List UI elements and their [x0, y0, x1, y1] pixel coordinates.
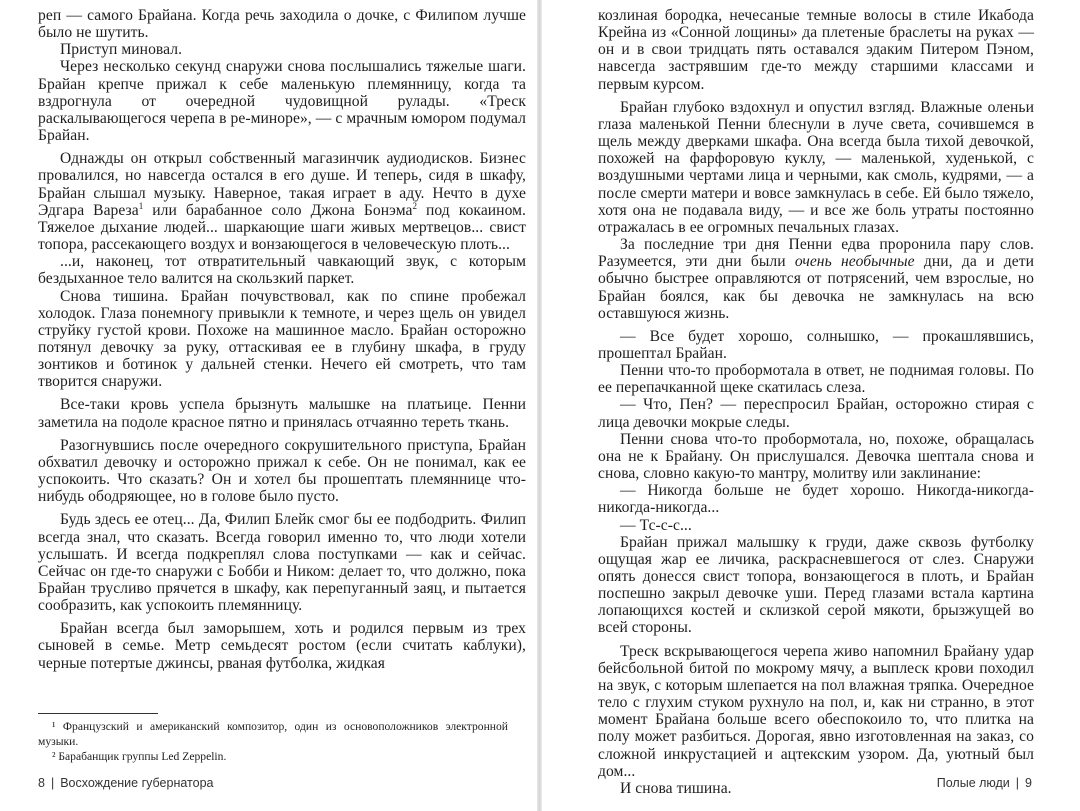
footnote-rule [38, 713, 158, 714]
paragraph: — Что, Пен? — переспросил Брайан, осторожно стирая с лица девочки мокрые следы. [598, 396, 1034, 431]
paragraph: И снова тишина. [620, 779, 732, 797]
paragraph: ...и, наконец, тот отвратительный чавкающий звук, с которым бездыханное тело валится на скользкий паркет. [38, 253, 526, 288]
paragraph: — Все будет хорошо, солнышко, — прокашлявшись, прошептал Брайан. [598, 327, 1034, 362]
footer-separator: | [1015, 776, 1020, 790]
right-page-footer [937, 776, 1032, 790]
paragraph: Брайан глубоко вздохнул и опустил взгляд. Влажные оленьи глаза маленькой Пенни блеснули в луче света, сочившемся в щель между дверками шкафа. Она всегда была тихой девочкой, похожей на фарфоровую куклу, — маленькой, худенькой, с воздушными чертами лица и черными, как смоль, кудрями, — а после смерти матери и вовсе замкнулась в себе. Ей было тяжело, хотя она не подавала виду, — и все же боль утраты постоянно отражалась в ее огромных печальных глазах. [598, 98, 1034, 236]
page-number: 8 [38, 776, 45, 790]
paragraph: Разогнувшись после очередного сокрушительного приступа, Брайан обхватил девочку и осторожно прижал к себе. Он не понимал, как ее успокоить. Что сказать? Он и хотел бы прошептать племяннице что-нибудь ободряющее, но в голове было пусто. [38, 436, 526, 506]
running-title: Полые люди [936, 776, 1010, 790]
paragraph: За последние три дня Пенни едва проронила пару слов. Разумеется, эти дни были очень необычные дни, да и дети обычно быстрее оправляются от потрясений, чем взрослые, но Брайан боялся, как бы девочка не замкнулась на всю оставшуюся жизнь. [598, 236, 1034, 322]
footnote-mark: 2 [412, 200, 418, 211]
paragraph: Треск вскрывающегося черепа живо напомнил Брайану удар бейсбольной битой по мокрому мячу, а выплеск крови походил на звук, с которым шлепается на пол влажная тряпка. Очередное тело с глухим стуком рухнуло на пол, и, как ни странно, в этот момент Брайана больше всего обеспокоило то, что плитка на полу может разбиться. Дорогая, явно изготовленная на заказ, со сложной инкрустацией и ацтекским узором. Да, уютный был дом... [598, 642, 1034, 780]
emphasis: очень необычные [794, 253, 915, 271]
paragraph: Приступ миновал. [60, 41, 183, 59]
paragraph: реп — самого Брайана. Когда речь заходила о дочке, с Филипом лучше было не шутить. [38, 7, 526, 42]
paragraph: козлиная бородка, нечесаные темные волосы в стиле Икабода Крейна из «Сонной лощины» да плетеные браслеты на руках — он и в свои тридцать пять оставался эдаким Питером Пэном, навсегда застрявшим где-то между старшими классами и первым курсом. [598, 7, 1034, 93]
paragraph: — Тс-с-с... [620, 516, 692, 534]
left-page-text [38, 7, 526, 672]
left-page-footer [38, 776, 213, 790]
footnotes [38, 713, 508, 764]
paragraph: Снова тишина. Брайан почувствовал, как по спине пробежал холодок. Глаза понемногу привыкли к темноте, и через щель он увидел струйку густой крови. Похоже на машинное масло. Брайан осторожно потянул девочку за руку, оттаскивая ее в глубину шкафа, в груду зонтиков и ботинок у дальней стенки. Нечего ей смотреть, что там творится снаружи. [38, 287, 526, 391]
paragraph: Однажды он открыл собственный магазинчик аудиодисков. Бизнес провалился, но навсегда остался в его душе. И теперь, сидя в шкафу, Брайан слышал музыку. Наверное, такая играет в аду. Нечто в духе Эдгара Вареза$^1$ или барабанное соло Джона Бонэма$^2$ под кокаином. Тяжелое дыхание людей... шаркающие шаги живых мертвецов... свист топора, рассекающего воздух и вонзающегося в человеческую плоть... [38, 150, 526, 254]
footnote-mark: 1 [138, 200, 144, 211]
right-page [542, 0, 1080, 811]
paragraph: Через несколько секунд снаружи снова послышались тяжелые шаги. Брайан крепче прижал к себе маленькую племянницу, когда та вздрогнула от очередной чудовищной рулады. «Треск раскалывающегося черепа в ре-миноре», — с мрачным юмором подумал Брайан. [38, 58, 526, 145]
right-page-text [598, 7, 1034, 797]
page-number: 9 [1025, 776, 1032, 790]
running-title: Восхождение губернатора [60, 776, 214, 790]
paragraph: Брайан прижал малышку к груди, даже сквозь футболку ощущая жар ее личика, раскрасневшегося от слез. Снаружи опять донесся свист топора, вонзающегося в плоть, и Брайан поспешно закрыл девочке уши. Перед глазами встала картина лопающихся костей и склизкой серой мякоти, брызжущей во всей стороны. [598, 533, 1034, 637]
paragraph: Брайан всегда был заморышем, хоть и родился первым из трех сыновей в семье. Метр семьдесят ростом (если считать каблуки), черные потертые джинсы, рваная футболка, жидкая [38, 620, 526, 672]
footnote: ² Барабанщик группы Led Zeppelin. [52, 750, 227, 763]
footnote: ¹ Французский и американский композитор, один из основоположников электронной музыки. [38, 720, 508, 748]
paragraph: — Никогда больше не будет хорошо. Никогда-никогда-никогда-никогда... [598, 482, 1034, 517]
paragraph: Пенни что-то пробормотала в ответ, не поднимая головы. По ее перепачканной щеке скатилась слеза. [598, 362, 1034, 397]
paragraph: Будь здесь ее отец... Да, Филип Блейк смог бы ее подбодрить. Филип всегда знал, что сказать. Всегда говорил именно то, что люди хотели услышать. И всегда подкреплял слова поступками — как и сейчас. Сейчас он где-то снаружи с Бобби и Ником: делает то, что должно, пока Брайан трусливо прячется в шкафу, как перепуганный заяц, и пытается сообразить, как успокоить племянницу. [38, 511, 526, 615]
paragraph: Пенни снова что-то пробормотала, но, похоже, обращалась она не к Брайану. Он прислушался. Девочка шептала снова и снова, словно какую-то мантру, молитву или заклинание: [598, 430, 1034, 483]
left-page [0, 0, 538, 811]
footer-separator: | [50, 776, 55, 790]
paragraph: Все-таки кровь успела брызнуть малышке на платьице. Пенни заметила на подоле красное пятно и принялась отчаянно тереть ткань. [38, 396, 526, 431]
